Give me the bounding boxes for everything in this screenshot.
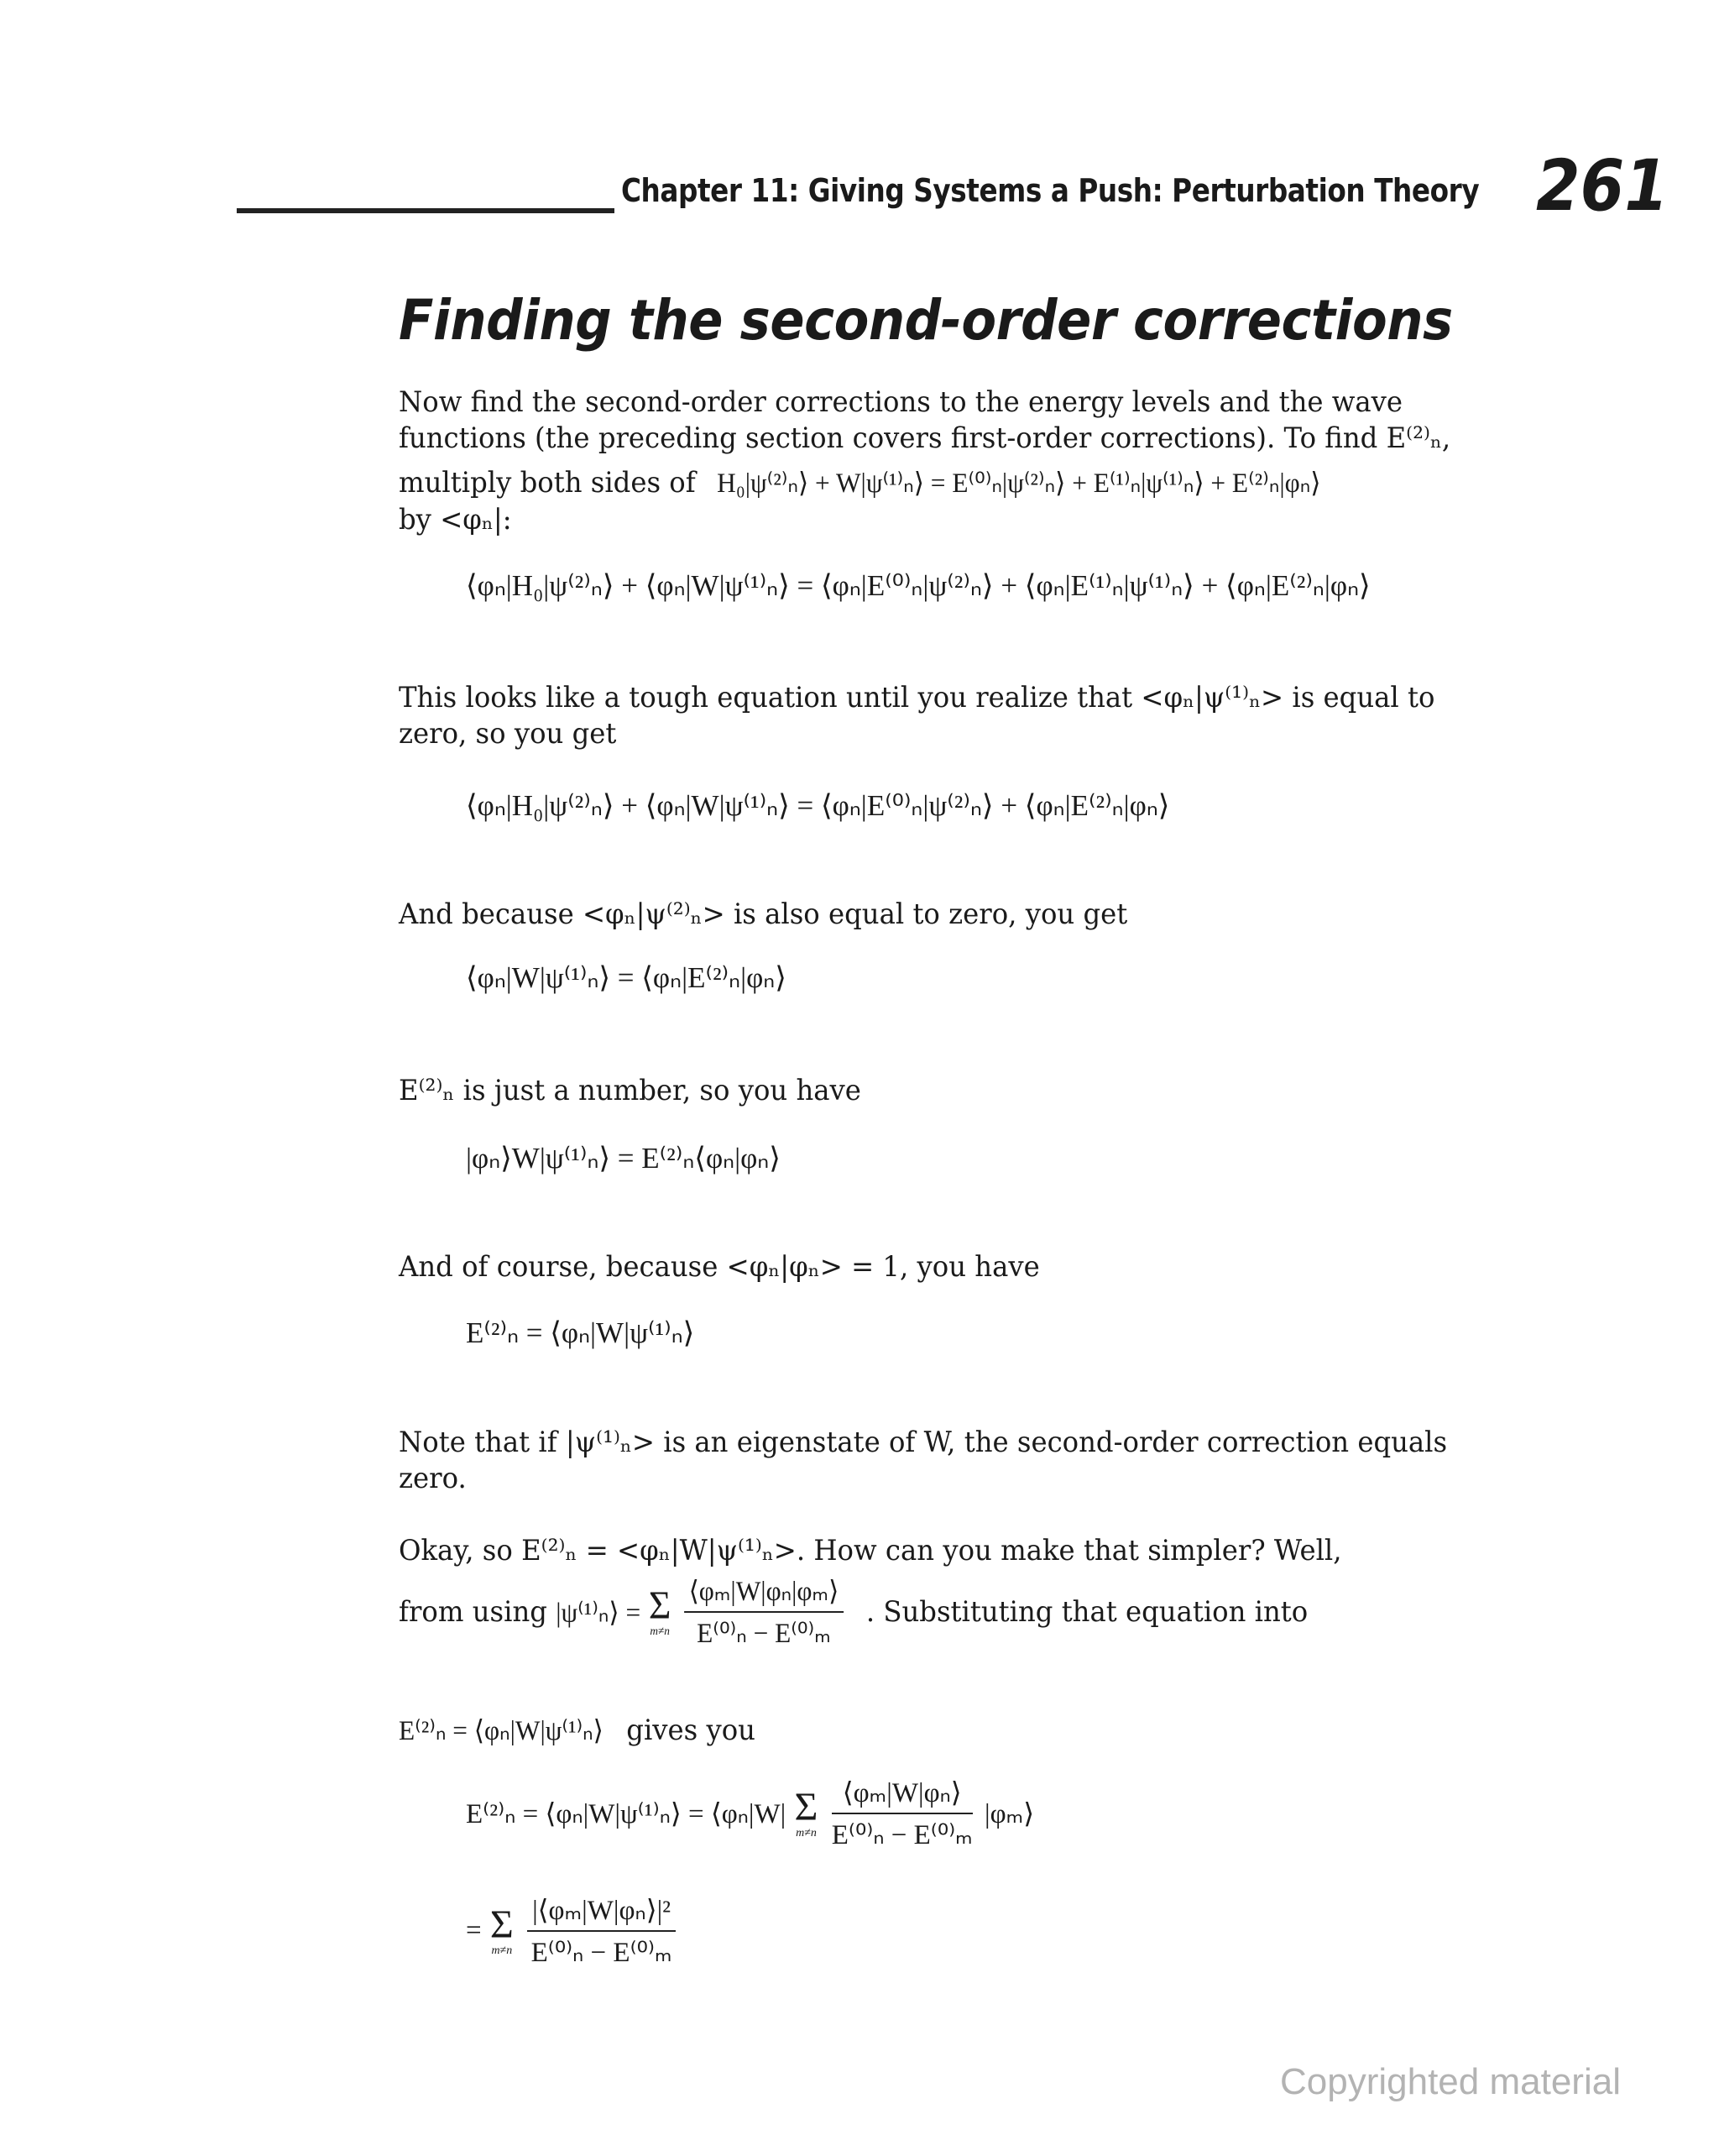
paragraph-line: [399, 1574, 1308, 1650]
paragraph-line: zero.: [399, 1462, 467, 1495]
paragraph-text: gives you: [626, 1714, 755, 1747]
inline-equation: H₀|ψ⁽²⁾ₙ⟩ + W|ψ⁽¹⁾ₙ⟩ = E⁽⁰⁾ₙ|ψ⁽²⁾ₙ⟩ + E⁽¹⁾ₙ|ψ⁽¹⁾ₙ⟩ + E⁽²⁾ₙ|φₙ⟩: [717, 468, 1321, 499]
fraction-denominator: E⁽⁰⁾ₙ − E⁽⁰⁾ₘ: [697, 1619, 831, 1649]
paragraph-line: Okay, so E⁽²⁾ₙ = <φₙ|W|ψ⁽¹⁾ₙ>. How can you make that simpler? Well,: [399, 1534, 1342, 1567]
equation-2: ⟨φₙ|H₀|ψ⁽²⁾ₙ⟩ + ⟨φₙ|W|ψ⁽¹⁾ₙ⟩ = ⟨φₙ|E⁽⁰⁾ₙ|ψ⁽²⁾ₙ⟩ + ⟨φₙ|E⁽²⁾ₙ|φₙ⟩: [466, 789, 1170, 822]
header-rule: [237, 208, 614, 213]
equation-8: [466, 1776, 1034, 1851]
equation-1: ⟨φₙ|H₀|ψ⁽²⁾ₙ⟩ + ⟨φₙ|W|ψ⁽¹⁾ₙ⟩ = ⟨φₙ|E⁽⁰⁾ₙ|ψ⁽²⁾ₙ⟩ + ⟨φₙ|E⁽¹⁾ₙ|ψ⁽¹⁾ₙ⟩ + ⟨φₙ|E⁽²⁾ₙ|φₙ⟩: [466, 569, 1371, 602]
summation-symbol: [489, 1902, 514, 1957]
paragraph-line: [399, 465, 1320, 502]
paragraph-line: zero, so you get: [399, 717, 617, 751]
equation-9: [466, 1893, 681, 1969]
equation-5: E⁽²⁾ₙ = ⟨φₙ|W|ψ⁽¹⁾ₙ⟩: [466, 1316, 695, 1349]
summation-symbol: [648, 1583, 671, 1638]
paragraph-line: Note that if |ψ⁽¹⁾ₙ> is an eigenstate of W, the second-order correction equals: [399, 1426, 1448, 1459]
paragraph-line: And because <φₙ|ψ⁽²⁾ₙ> is also equal to zero, you get: [399, 897, 1128, 931]
section-heading: Finding the second-order corrections: [399, 288, 1453, 353]
summation-limit: m≠n: [491, 1944, 513, 1957]
equation-3: ⟨φₙ|W|ψ⁽¹⁾ₙ⟩ = ⟨φₙ|E⁽²⁾ₙ|φₙ⟩: [466, 961, 786, 994]
paragraph-line: by <φₙ|:: [399, 503, 512, 536]
summation-symbol: [795, 1787, 818, 1839]
sigma-glyph: Σ: [794, 1785, 818, 1829]
chapter-title: Chapter 11: Giving Systems a Push: Perturbation Theory: [621, 172, 1480, 209]
page-number: 261: [1536, 144, 1669, 227]
equation-6-lhs: |ψ⁽¹⁾ₙ⟩ =: [556, 1598, 641, 1628]
fraction: [527, 1893, 676, 1969]
equation-4: |φₙ⟩W|ψ⁽¹⁾ₙ⟩ = E⁽²⁾ₙ⟨φₙ|φₙ⟩: [466, 1142, 781, 1175]
fraction-numerator: ⟨φₘ|W|φₙ⟩: [832, 1776, 973, 1814]
paragraph-text: . Substituting that equation into: [865, 1595, 1309, 1629]
equation-9-lhs: =: [466, 1915, 482, 1946]
paragraph-line: functions (the preceding section covers first-order corrections). To find E⁽²⁾ₙ,: [399, 421, 1451, 455]
fraction-denominator: E⁽⁰⁾ₙ − E⁽⁰⁾ₘ: [530, 1938, 672, 1968]
fraction: [684, 1574, 844, 1650]
sigma-glyph: Σ: [648, 1583, 671, 1628]
equation-8-tail: |φₘ⟩: [984, 1799, 1035, 1829]
equation-7: E⁽²⁾ₙ = ⟨φₙ|W|ψ⁽¹⁾ₙ⟩: [399, 1716, 603, 1746]
fraction-denominator: E⁽⁰⁾ₙ − E⁽⁰⁾ₘ: [831, 1820, 973, 1850]
summation-limit: m≠n: [650, 1625, 670, 1638]
paragraph-line: And of course, because <φₙ|φₙ> = 1, you have: [399, 1250, 1040, 1284]
paragraph-line: E⁽²⁾ₙ is just a number, so you have: [399, 1074, 861, 1107]
fraction: [832, 1776, 973, 1851]
paragraph-line: Now find the second-order corrections to the energy levels and the wave: [399, 385, 1403, 419]
copyright-watermark: Copyrighted material: [1280, 2061, 1621, 2102]
fraction-numerator: ⟨φₘ|W|φₙ|φₘ⟩: [684, 1574, 844, 1613]
paragraph-text: from using: [399, 1595, 547, 1629]
paragraph-text: multiply both sides of: [399, 466, 696, 500]
sigma-glyph: Σ: [489, 1902, 514, 1947]
fraction-numerator: |⟨φₘ|W|φₙ⟩|²: [527, 1893, 676, 1932]
summation-limit: m≠n: [796, 1827, 817, 1839]
equation-6: [556, 1577, 854, 1649]
equation-8-lhs: E⁽²⁾ₙ = ⟨φₙ|W|ψ⁽¹⁾ₙ⟩ = ⟨φₙ|W|: [466, 1799, 786, 1829]
paragraph-line: This looks like a tough equation until you realize that <φₙ|ψ⁽¹⁾ₙ> is equal to: [399, 681, 1435, 714]
paragraph-line: [399, 1713, 755, 1750]
